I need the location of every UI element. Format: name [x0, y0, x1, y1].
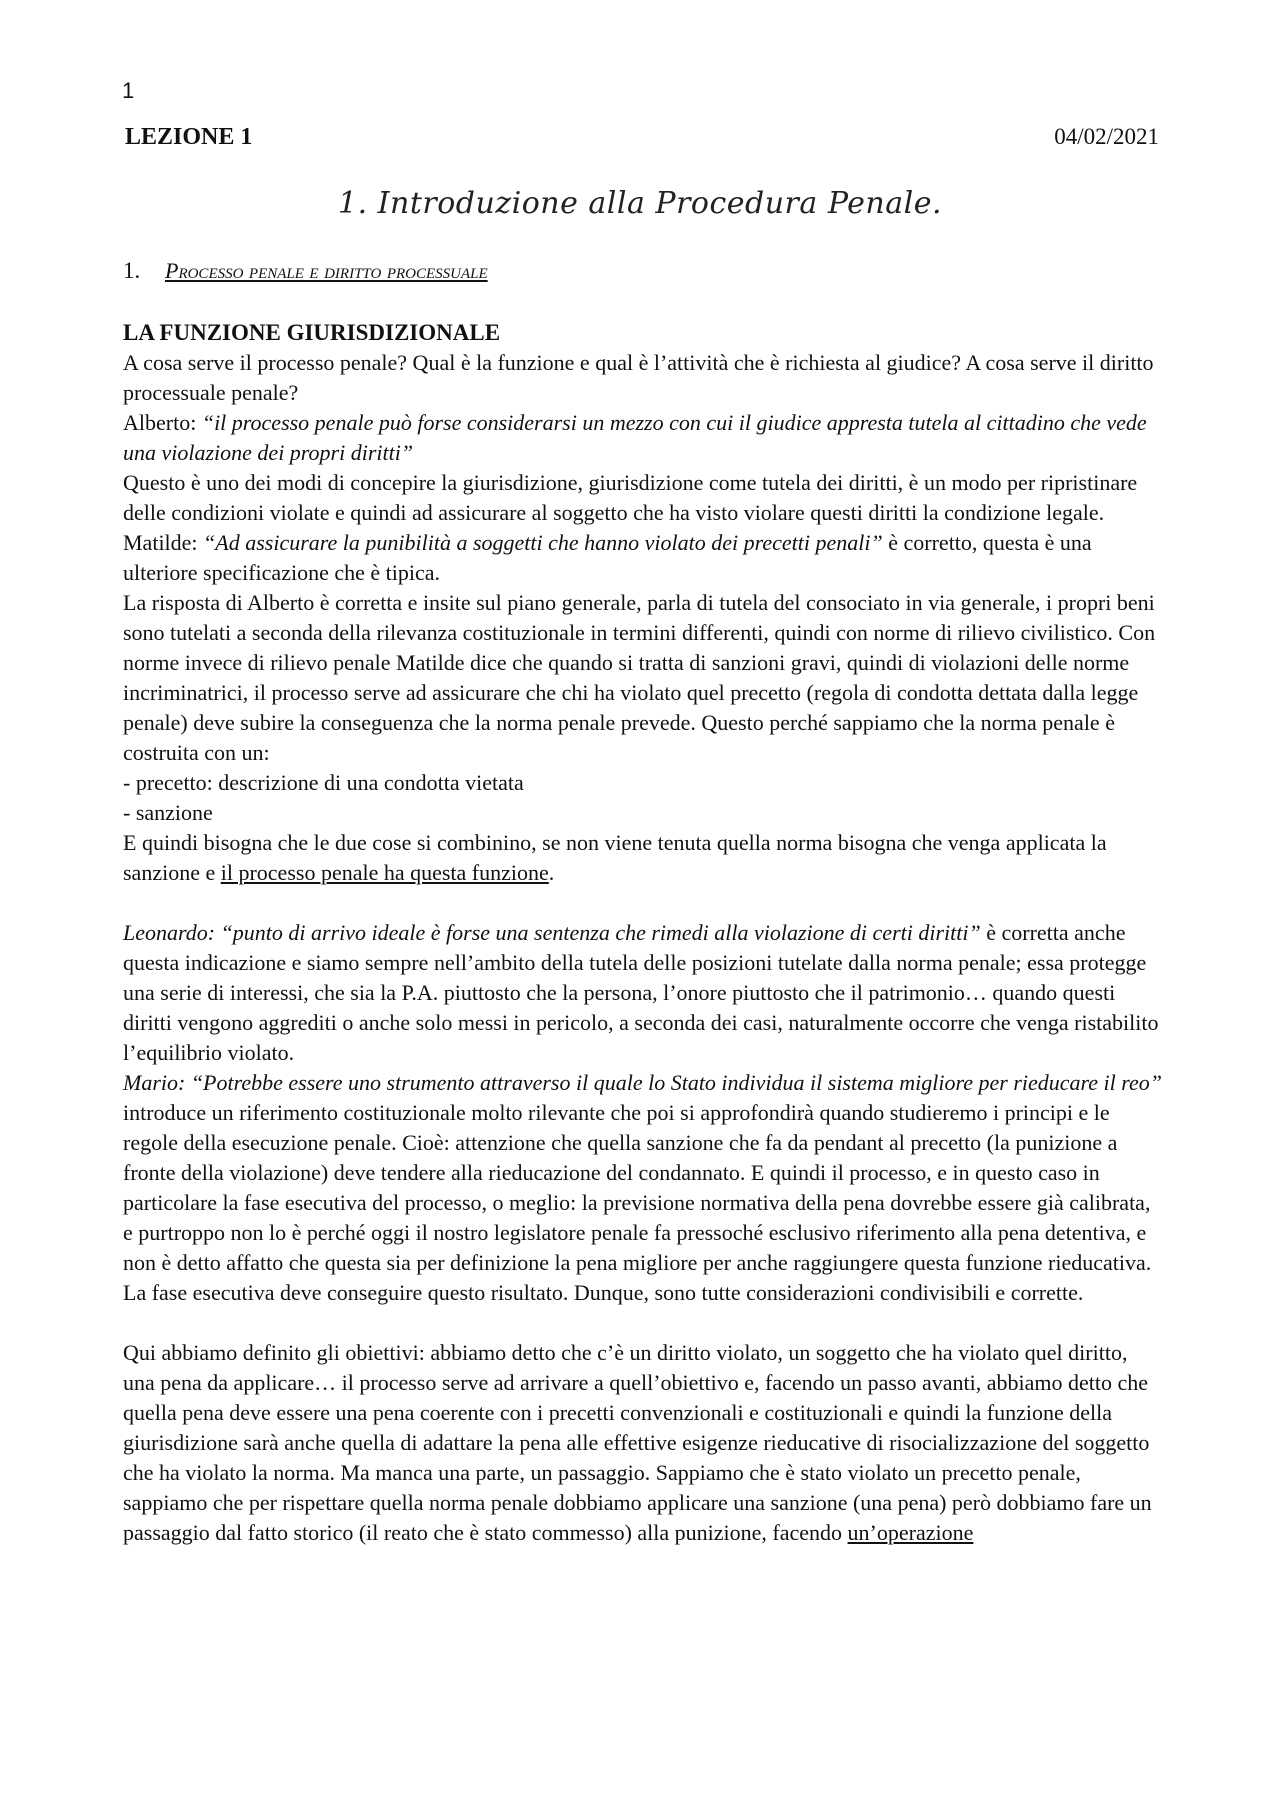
- paragraph-questions: A cosa serve il processo penale? Qual è la funzione e qual è l’attività che è richiesta al giudice? A cosa serve il diritto processuale penale?: [123, 350, 1154, 405]
- list-item: - sanzione: [123, 800, 213, 825]
- paragraph-text: E quindi bisogna che le due cose si combinino, se non viene tenuta quella norma bisogna che venga applicata la sanzione e: [123, 830, 1107, 885]
- document-body: [123, 318, 1163, 1548]
- chapter-title: 1. Introduzione alla Procedura Penale.: [338, 186, 942, 221]
- page-number: 1: [122, 78, 135, 103]
- section-title: Processo penale e diritto processuale: [165, 258, 488, 283]
- paragraph-funzione: [123, 828, 1163, 888]
- paragraph-matilde: [123, 468, 1163, 588]
- section-heading: [123, 258, 488, 284]
- section-number: 1.: [123, 258, 141, 283]
- leonardo-quote: Leonardo: “punto di arrivo ideale è forse una sentenza che rimedi alla violazione di certi diritti”: [123, 920, 981, 945]
- paragraph-text: introduce un riferimento costituzionale molto rilevante che poi si approfondirà quando studieremo i principi e le regole della esecuzione penale. Cioè: attenzione che quella sanzione che fa da pendant al precetto (la punizione a fronte della violazione) deve tendere alla rieducazione del condannato. E quindi il processo, e in questo caso in particolare la fase esecutiva del processo, o meglio: la previsione normativa della pena dovrebbe essere già calibrata, e purtroppo non lo è perché oggi il nostro legislatore penale fa pressoché esclusivo riferimento alla pena detentiva, e non è detto affatto che questa sia per definizione la pena migliore per anche raggiungere questa funzione rieducativa. La fase esecutiva deve conseguire questo risultato. Dunque, sono tutte considerazioni condivisibili e corrette.: [123, 1100, 1152, 1305]
- paragraph-alberto: [123, 408, 1163, 468]
- paragraph-text: Questo è uno dei modi di concepire la giurisdizione, giurisdizione come tutela dei diritti, è un modo per ripristinare delle condizioni violate e quindi ad assicurare al soggetto che ha visto violare questi diritti la condizione legale. Matilde:: [123, 470, 1138, 555]
- lesson-label: LEZIONE 1: [125, 124, 253, 150]
- paragraph-text: Qui abbiamo definito gli obiettivi: abbiamo detto che c’è un diritto violato, un soggetto che ha violato quel diritto, una pena da applicare… il processo serve ad arrivare a quell’obiettivo e, facendo un passo avanti, abbiamo detto che quella pena deve essere una pena coerente con i precetti convenzionali e costituzionali e quindi la funzione della giurisdizione sarà anche quella di adattare la pena alle effettive esigenze rieducative di risocializzazione del soggetto che ha violato la norma. Ma manca una parte, un passaggio. Sappiamo che è stato violato un precetto penale, sappiamo che per rispettare quella norma penale dobbiamo applicare una sanzione (una pena) però dobbiamo fare un passaggio dal fatto storico (il reato che è stato commesso) alla punizione, facendo: [123, 1340, 1152, 1545]
- paragraph-text: .: [548, 860, 555, 885]
- alberto-quote: “il processo penale può forse considerarsi un mezzo con cui il giudice appresta tutela al cittadino che vede una violazione dei propri diritti”: [123, 410, 1147, 465]
- underlined-phrase: il processo penale ha questa funzione: [220, 860, 549, 885]
- matilde-quote: “Ad assicurare la punibilità a soggetti che hanno violato dei precetti penali”: [203, 530, 883, 555]
- subheading: LA FUNZIONE GIURISDIZIONALE: [123, 320, 501, 345]
- paragraph-leonardo: [123, 918, 1163, 1068]
- paragraph-text: è corretto, questa è una ulteriore specificazione che è tipica.: [123, 530, 1092, 585]
- lesson-date: 04/02/2021: [1054, 124, 1159, 149]
- paragraph-risposta: La risposta di Alberto è corretta e insite sul piano generale, parla di tutela del consociato in via generale, i propri beni sono tutelati a seconda della rilevanza costituzionale in termini differenti, quindi con norme di rilievo civilistico. Con norme invece di rilievo penale Matilde dice che quando si tratta di sanzioni gravi, quindi di violazioni delle norme incriminatrici, il processo serve ad assicurare che chi ha violato quel precetto (regola di condotta dettata dalla legge penale) deve subire la conseguenza che la norma penale prevede. Questo perché sappiamo che la norma penale è costruita con un:: [123, 590, 1156, 765]
- list-item: - precetto: descrizione di una condotta vietata: [123, 770, 524, 795]
- underlined-phrase: un’operazione: [847, 1520, 974, 1545]
- paragraph-mario: [123, 1068, 1163, 1308]
- speaker-name: Alberto:: [123, 410, 202, 435]
- paragraph-text: è corretta anche questa indicazione e siamo sempre nell’ambito della tutela delle posizioni tutelate dalla norma penale; essa protegge una serie di interessi, che sia la P.A. piuttosto che la persona, l’onore piuttosto che il patrimonio… quando questi diritti vengono aggrediti o anche solo messi in pericolo, a seconda dei casi, naturalmente occorre che venga ristabilito l’equilibrio violato.: [123, 920, 1159, 1065]
- mario-quote: Mario: “Potrebbe essere uno strumento attraverso il quale lo Stato individua il sistema migliore per rieducare il reo”: [123, 1070, 1162, 1095]
- paragraph-obiettivi: [123, 1338, 1163, 1548]
